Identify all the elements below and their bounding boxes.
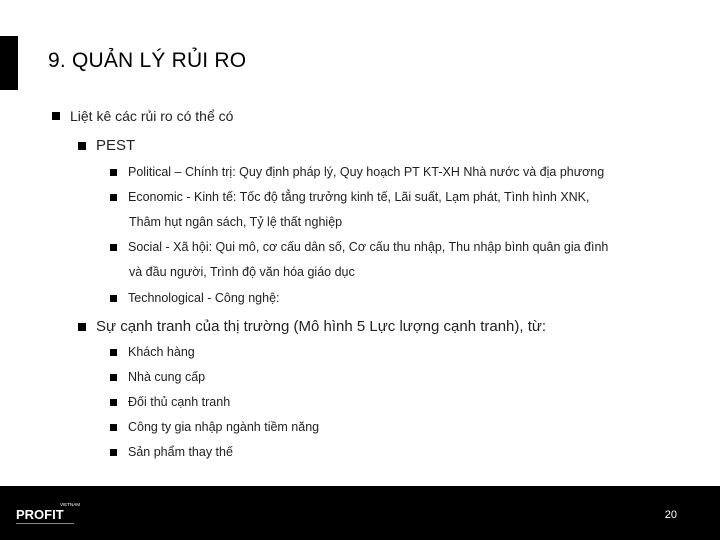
- logo-text: PROFIT: [16, 507, 64, 522]
- square-bullet-icon: [78, 323, 86, 331]
- square-bullet-icon: [110, 244, 117, 251]
- square-bullet-icon: [110, 424, 117, 431]
- page-number: 20: [664, 509, 677, 521]
- pest-item-political: [110, 165, 604, 179]
- bullet-text: Liệt kê các rủi ro có thể có: [70, 108, 234, 124]
- bullet-item-risks: [52, 108, 233, 124]
- pest-item-technological: [110, 291, 280, 305]
- square-bullet-icon: [78, 142, 86, 150]
- square-bullet-icon: [110, 399, 117, 406]
- pest-item-social-continued: và đầu người, Trình độ văn hóa giáo dục: [129, 265, 355, 279]
- bullet-text: Political – Chính trị: Quy định pháp lý, Quy hoạch PT KT-XH Nhà nước và địa phương: [128, 165, 605, 179]
- square-bullet-icon: [110, 169, 117, 176]
- pest-item-social: [110, 240, 608, 254]
- competition-item: [110, 420, 319, 434]
- pest-item-economic: [110, 190, 590, 204]
- title-accent-bar: [0, 36, 18, 90]
- bullet-text: Sự cạnh tranh của thị trường (Mô hình 5 Lực lượng cạnh tranh), từ:: [96, 318, 547, 335]
- bullet-text: Technological - Công nghệ:: [128, 291, 280, 305]
- square-bullet-icon: [110, 194, 117, 201]
- logo-small-text: VIETNAM: [60, 502, 80, 507]
- bullet-text: Đối thủ cạnh tranh: [128, 395, 231, 409]
- competition-item: [110, 345, 195, 359]
- pest-item-economic-continued: Thâm hụt ngân sách, Tỷ lệ thất nghiệp: [129, 215, 343, 229]
- bullet-text: PEST: [96, 137, 136, 154]
- competition-item: [110, 395, 230, 409]
- competition-item: [110, 370, 205, 384]
- bullet-text: Sản phẩm thay thế: [128, 445, 233, 459]
- competition-item: [110, 445, 233, 459]
- footer-bar: [0, 486, 720, 540]
- square-bullet-icon: [52, 112, 60, 120]
- bullet-text: Social - Xã hội: Qui mô, cơ cấu dân số, Cơ cấu thu nhập, Thu nhập bình quân gia đình: [128, 240, 609, 254]
- bullet-item-competition: [78, 318, 546, 335]
- bullet-item-pest: [78, 137, 135, 154]
- square-bullet-icon: [110, 349, 117, 356]
- slide-title: 9. QUẢN LÝ RỦI RO: [48, 49, 247, 72]
- bullet-text: Economic - Kinh tế: Tốc độ tẳng trưởng kinh tế, Lãi suất, Lạm phát, Tình hình XNK,: [128, 190, 590, 204]
- bullet-text: Công ty gia nhập ngành tiềm năng: [128, 420, 320, 434]
- profit-logo: [16, 500, 80, 528]
- bullet-text: Khách hàng: [128, 345, 195, 359]
- bullet-text: Nhà cung cấp: [128, 370, 206, 384]
- square-bullet-icon: [110, 295, 117, 302]
- square-bullet-icon: [110, 374, 117, 381]
- square-bullet-icon: [110, 449, 117, 456]
